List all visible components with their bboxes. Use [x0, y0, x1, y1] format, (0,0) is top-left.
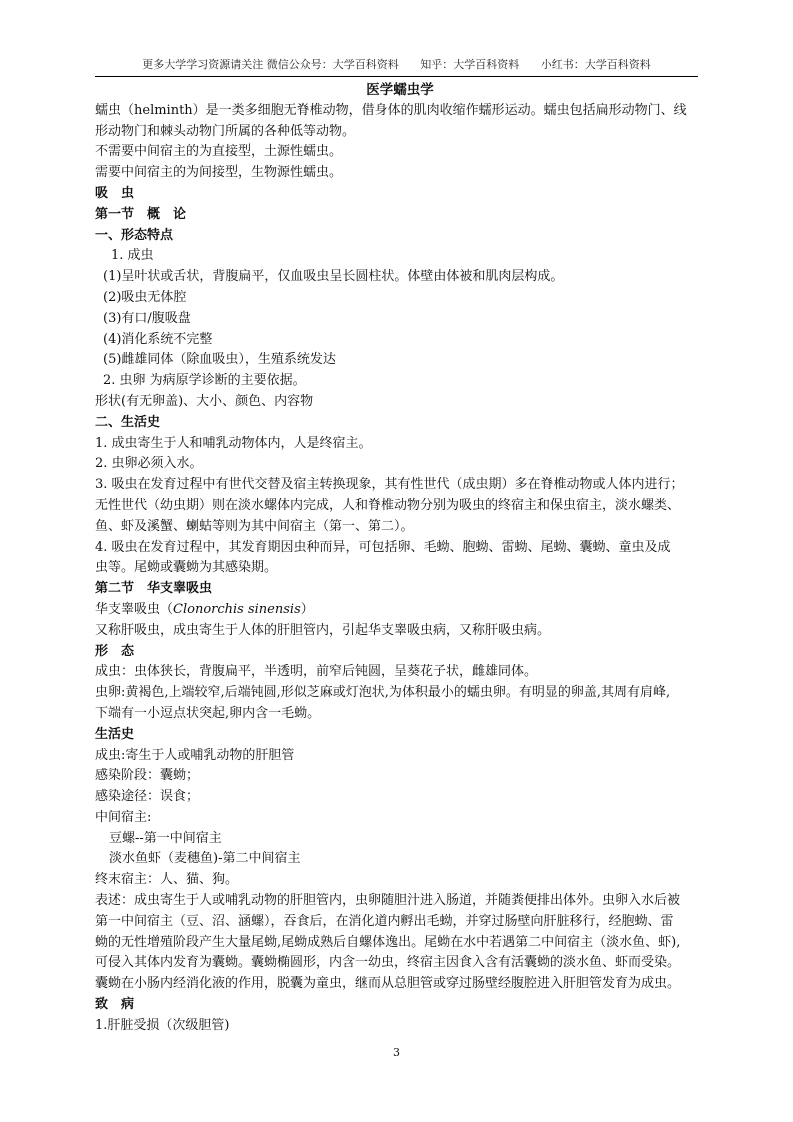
- page-header: [95, 56, 698, 77]
- cs-final-host: 终末宿主：人、猫、狗。: [95, 872, 239, 888]
- form-egg-line2: 下端有一小逗点状突起,卵内含一毛蚴。: [95, 705, 321, 721]
- heading-section-2: 第二节 华支睾吸虫: [95, 581, 213, 597]
- species-name-latin: Clonorchis sinensis: [173, 601, 301, 617]
- life-item-4-line1: 4. 吸虫在发育过程中，其发育期因虫种而异，可包括卵、毛蚴、胞蚴、雷蚴、尾蚴、囊蚴、童虫及成: [95, 539, 671, 555]
- life-item-2: 2. 虫卵必须入水。: [95, 456, 203, 472]
- cs-intermediate-host: 中间宿主:: [95, 809, 152, 825]
- life-item-1: 1. 成虫寄生于人和哺乳动物体内，人是终宿主。: [95, 435, 372, 451]
- paragraph-indirect-type: 需要中间宿主的为间接型，生物源性蠕虫。: [95, 165, 343, 181]
- heading-section-1: 第一节 概 论: [95, 206, 187, 222]
- heading-trematodes: 吸 虫: [95, 185, 135, 201]
- paragraph-intro-line1: 蠕虫（helminth）是一类多细胞无脊椎动物，借身体的肌肉收缩作蠕形运动。蠕虫包括扁形动物门、线: [95, 102, 687, 118]
- item-adult-3: (3)有口/腹吸盘: [103, 310, 191, 326]
- item-egg-features: 形状(有无卵盖)、大小、颜色、内容物: [95, 393, 314, 409]
- item-adult-5: (5)雌雄同体（除血吸虫），生殖系统发达: [103, 352, 336, 368]
- page-number: 3: [393, 1046, 400, 1059]
- form-adult: 成虫：虫体狭长，背腹扁平，半透明，前窄后钝圆，呈葵花子状，雌雄同体。: [95, 664, 538, 680]
- cs-infection-route: 感染途径：误食；: [95, 789, 200, 805]
- species-alias: 又称肝吸虫，成虫寄生于人体的肝胆管内，引起华支睾吸虫病，又称肝吸虫病。: [95, 622, 551, 638]
- heading-form: 形 态: [95, 643, 135, 659]
- paragraph-intro-line2: 形动物门和棘头动物门所属的各种低等动物。: [95, 123, 356, 139]
- header-zhihu: 知乎：大学百科资料: [420, 58, 520, 71]
- heading-pathogenesis: 致 病: [95, 997, 135, 1013]
- item-adult-2: (2)吸虫无体腔: [103, 289, 187, 305]
- item-egg: 2. 虫卵 为病原学诊断的主要依据。: [103, 373, 306, 389]
- cs-intermediate-host-2: 淡水鱼虾（麦穗鱼)-第二中间宿主: [109, 851, 301, 867]
- cs-description-line4: 可侵入其体内发育为囊蚴。囊蚴椭圆形，内含一幼虫，终宿主因食入含有活囊蚴的淡水鱼、虾而受染。: [95, 955, 681, 971]
- life-item-3-line2: 无性世代（幼虫期）则在淡水螺体内完成，人和脊椎动物分别为吸虫的终宿主和保虫宿主，淡水螺类、: [95, 497, 681, 513]
- header-xiaohongshu: 小红书：大学百科资料: [540, 58, 651, 71]
- heading-life-cycle-2: 生活史: [95, 726, 135, 742]
- cs-description-line5: 囊蚴在小肠内经消化液的作用，脱囊为童虫，继而从总胆管或穿过肠壁经腹腔进入肝胆管发育为成虫。: [95, 976, 681, 992]
- document-title: 医学蠕虫学: [366, 82, 434, 98]
- cs-description-line1: 表述：成虫寄生于人或哺乳动物的肝胆管内，虫卵随胆汁进入肠道，并随粪便排出体外。虫卵入水后被: [95, 893, 681, 909]
- species-name-cn: 华支睾吸虫（: [95, 601, 174, 617]
- item-adult-4: (4)消化系统不完整: [103, 331, 213, 347]
- cs-adult-site: 成虫:寄生于人或哺乳动物的肝胆管: [95, 747, 295, 763]
- header-wechat: 更多大学学习资源请关注 微信公众号：大学百科资料: [142, 58, 399, 71]
- paragraph-direct-type: 不需要中间宿主的为直接型，土源性蠕虫。: [95, 144, 343, 160]
- cs-description-line2: 第一中间宿主（豆、沼、涵螺），吞食后，在消化道内孵出毛蚴，并穿过肠壁向肝脏移行，经胞蚴、雷: [95, 913, 674, 929]
- species-name-close: ）: [300, 601, 314, 617]
- pathogenesis-item-1: 1.肝脏受损（次级胆管): [95, 1017, 230, 1033]
- heading-life-cycle: 二、生活史: [95, 414, 161, 430]
- cs-description-line3: 蚴的无性增殖阶段产生大量尾蚴,尾蚴成熟后自螺体逸出。尾蚴在水中若遇第二中间宿主（淡水鱼、虾),: [95, 934, 681, 950]
- item-adult: 1. 成虫: [111, 248, 154, 264]
- heading-morphology: 一、形态特点: [95, 227, 174, 243]
- life-item-4-line2: 虫等。尾蚴或囊蚴为其感染期。: [95, 560, 278, 576]
- document-body: [95, 80, 705, 1037]
- life-item-3-line3: 鱼、虾及溪蟹、蝲蛄等则为其中间宿主（第一、第二）。: [95, 518, 414, 534]
- species-name: [95, 600, 705, 621]
- form-egg-line1: 虫卵:黄褐色,上端较窄,后端钝圆,形似芝麻或灯泡状,为体积最小的蠕虫卵。有明显的卵盖,其周有肩峰,: [95, 685, 671, 701]
- item-adult-1: (1)呈叶状或舌状，背腹扁平，仅血吸虫呈长圆柱状。体壁由体被和肌肉层构成。: [103, 269, 564, 285]
- life-item-3-line1: 3. 吸虫在发育过程中有世代交替及宿主转换现象，其有性世代（成虫期）多在脊椎动物或人体内进行；: [95, 477, 684, 493]
- cs-infective-stage: 感染阶段：囊蚴；: [95, 768, 200, 784]
- cs-intermediate-host-1: 豆螺--第一中间宿主: [109, 830, 222, 846]
